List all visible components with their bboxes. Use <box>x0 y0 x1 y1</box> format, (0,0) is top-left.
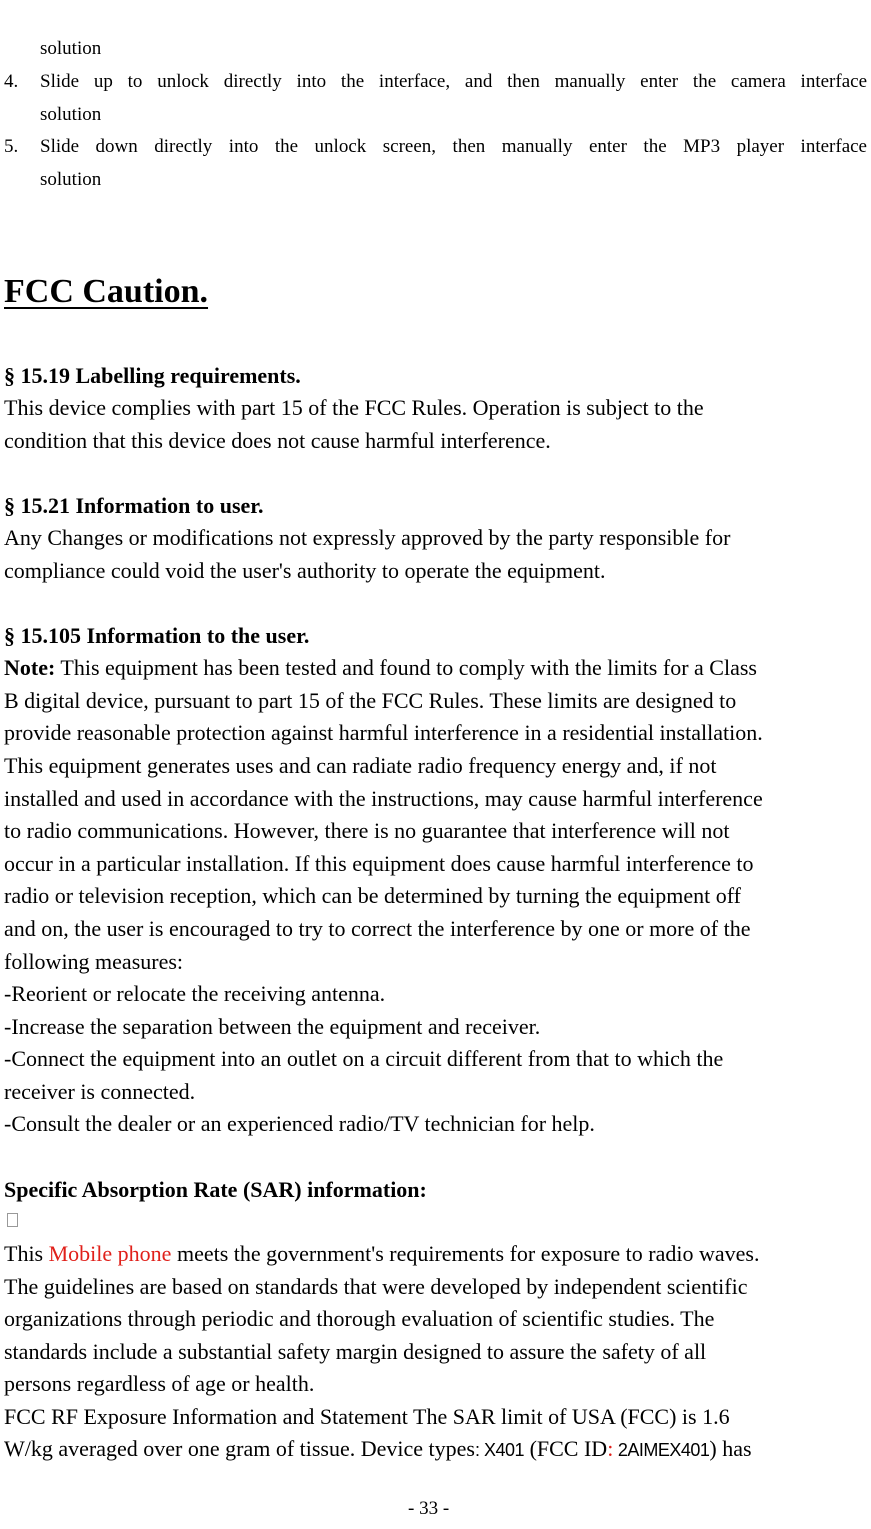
section-15-105-line: provide reasonable protection against harmful interference in a residential installation. <box>4 720 763 745</box>
list-item-5-text: Slide down directly into the unlock screen, then manually enter the MP3 player interface <box>40 136 867 157</box>
section-15-105-line: B digital device, pursuant to part 15 of the FCC Rules. These limits are designed to <box>4 688 737 713</box>
sar-heading: Specific Absorption Rate (SAR) information: <box>4 1177 427 1202</box>
section-15-21-heading: § 15.21 Information to user. <box>4 493 264 518</box>
section-15-21-line-2: compliance could void the user's authority to operate the equipment. <box>4 558 606 583</box>
list-item-4-text: Slide up to unlock directly into the interface, and then manually enter the camera interface <box>40 71 867 92</box>
sar-last-line <box>4 1436 752 1462</box>
sar-line-1-start: This <box>4 1241 49 1266</box>
section-15-19-line-2: condition that this device does not cause harmful interference. <box>4 428 551 453</box>
page-number: - 33 - <box>408 1498 450 1519</box>
section-15-105-line: and on, the user is encouraged to try to correct the interference by one or more of the <box>4 916 751 941</box>
sar-line-1-end: meets the government's requirements for exposure to radio waves. <box>171 1241 760 1266</box>
fcc-id-label: (FCC ID <box>524 1436 608 1461</box>
note-first-line-text: This equipment has been tested and found to comply with the limits for a Class <box>55 655 757 680</box>
measure-item: -Increase the separation between the equipment and receiver. <box>4 1014 541 1039</box>
device-model: X401 <box>479 1440 525 1460</box>
sar-last-line-end: ) has <box>709 1436 752 1461</box>
section-15-105-line: This equipment generates uses and can radiate radio frequency energy and, if not <box>4 753 717 778</box>
colon-red: : <box>607 1436 614 1461</box>
sar-line: standards include a substantial safety margin designed to assure the safety of all <box>4 1339 707 1364</box>
section-15-105-note-line <box>4 655 757 681</box>
list-item-5-continuation: solution <box>40 169 102 190</box>
colon: : <box>475 1440 480 1460</box>
mobile-phone-highlight: Mobile phone <box>48 1241 172 1266</box>
section-15-105-line: radio or television reception, which can be determined by turning the equipment off <box>4 883 741 908</box>
section-15-19-heading: § 15.19 Labelling requirements. <box>4 363 301 388</box>
measure-item: -Reorient or relocate the receiving antenna. <box>4 981 386 1006</box>
measure-item: -Connect the equipment into an outlet on a circuit different from that to which the <box>4 1046 724 1071</box>
section-15-105-line: occur in a particular installation. If this equipment does cause harmful interference to <box>4 851 754 876</box>
section-15-19-line-1: This device complies with part 15 of the FCC Rules. Operation is subject to the <box>4 395 704 420</box>
measure-item: -Consult the dealer or an experienced radio/TV technician for help. <box>4 1111 595 1136</box>
fcc-id-value: 2AIMEX401 <box>613 1440 710 1460</box>
list-item-4-number: 4. <box>4 71 19 92</box>
section-15-105-line: installed and used in accordance with the instructions, may cause harmful interference <box>4 786 763 811</box>
list-item-3-continuation: solution <box>40 38 102 59</box>
measure-item-continuation: receiver is connected. <box>4 1079 196 1104</box>
section-15-105-line: to radio communications. However, there is no guarantee that interference will not <box>4 818 730 843</box>
list-item-5-number: 5. <box>4 136 19 157</box>
section-15-105-line: following measures: <box>4 949 184 974</box>
section-15-105-heading: § 15.105 Information to the user. <box>4 623 310 648</box>
section-15-21-line-1: Any Changes or modifications not expressly approved by the party responsible for <box>4 525 731 550</box>
sar-line: persons regardless of age or health. <box>4 1371 315 1396</box>
missing-glyph-box-icon <box>7 1213 18 1227</box>
sar-line: FCC RF Exposure Information and Statement The SAR limit of USA (FCC) is 1.6 <box>4 1404 730 1429</box>
sar-line: The guidelines are based on standards that were developed by independent scientific <box>4 1274 748 1299</box>
sar-line-1 <box>4 1241 759 1267</box>
list-item-4-continuation: solution <box>40 104 102 125</box>
sar-line: organizations through periodic and thorough evaluation of scientific studies. The <box>4 1306 715 1331</box>
sar-last-line-start: W/kg averaged over one gram of tissue. Device types <box>4 1436 475 1461</box>
note-label: Note: <box>4 655 56 680</box>
fcc-caution-title: FCC Caution. <box>4 273 209 310</box>
